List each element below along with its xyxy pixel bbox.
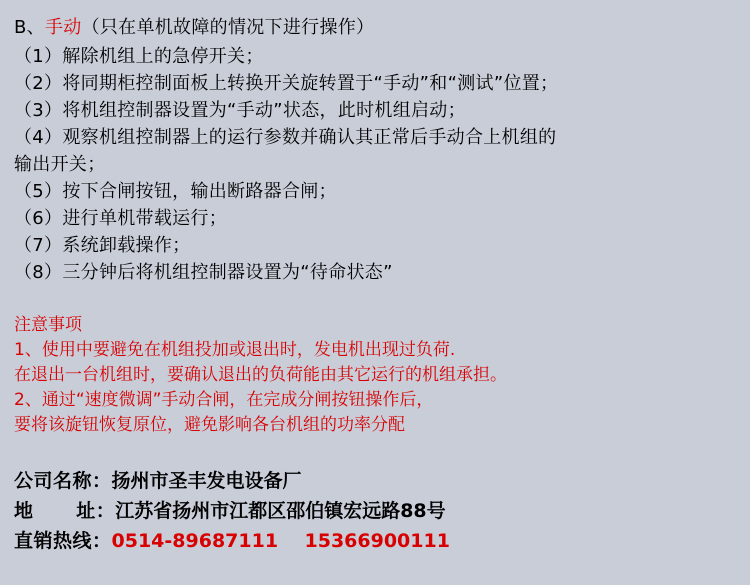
notice-item-continuation: 要将该旋钮恢复原位，避免影响各台机组的功率分配 [14, 415, 405, 435]
section-heading [14, 14, 736, 41]
notice-item: 2、通过“速度微调”手动合闸，在完成分闸按钮操作后， [14, 390, 434, 410]
company-row [14, 466, 736, 496]
company-label: 公司名称： [14, 470, 112, 492]
contact-block [14, 466, 736, 556]
step-item: （1）解除机组上的急停开关； [14, 46, 264, 67]
step-item: （7）系统卸载操作； [14, 235, 191, 256]
hotline-value: 0514-89687111 15366900111 [111, 530, 450, 552]
notice-list [14, 338, 736, 438]
notice-item: 1、使用中要避免在机组投加或退出时，发电机出现过负荷. [14, 340, 456, 360]
notice-item-continuation: 在退出一台机组时，要确认退出的负荷能由其它运行的机组承担。 [14, 365, 507, 385]
step-item-continuation: 输出开关； [14, 154, 106, 175]
address-label: 地 址： [14, 500, 116, 522]
step-item: （8）三分钟后将机组控制器设置为“待命状态” [14, 262, 393, 283]
section-heading-suffix: （只在单机故障的情况下进行操作） [81, 17, 375, 38]
section-heading-prefix: B、 [14, 17, 45, 38]
step-item: （3）将机组控制器设置为“手动”状态，此时机组启动； [14, 100, 466, 121]
company-value: 扬州市圣丰发电设备厂 [111, 470, 302, 492]
step-item: （4）观察机组控制器上的运行参数并确认其正常后手动合上机组的 [14, 127, 557, 148]
step-item: （6）进行单机带载运行； [14, 208, 228, 229]
hotline-row [14, 526, 736, 556]
step-item: （2）将同期柜控制面板上转换开关旋转置于“手动”和“测试”位置； [14, 73, 559, 94]
address-value: 江苏省扬州市江都区邵伯镇宏远路88号 [115, 500, 446, 522]
hotline-label: 直销热线： [14, 530, 112, 552]
section-heading-emphasis: 手动 [44, 17, 82, 38]
steps-list [14, 43, 736, 286]
step-item: （5）按下合闸按钮，输出断路器合闸； [14, 181, 337, 202]
notice-title: 注意事项 [14, 315, 82, 335]
address-row [14, 496, 736, 526]
